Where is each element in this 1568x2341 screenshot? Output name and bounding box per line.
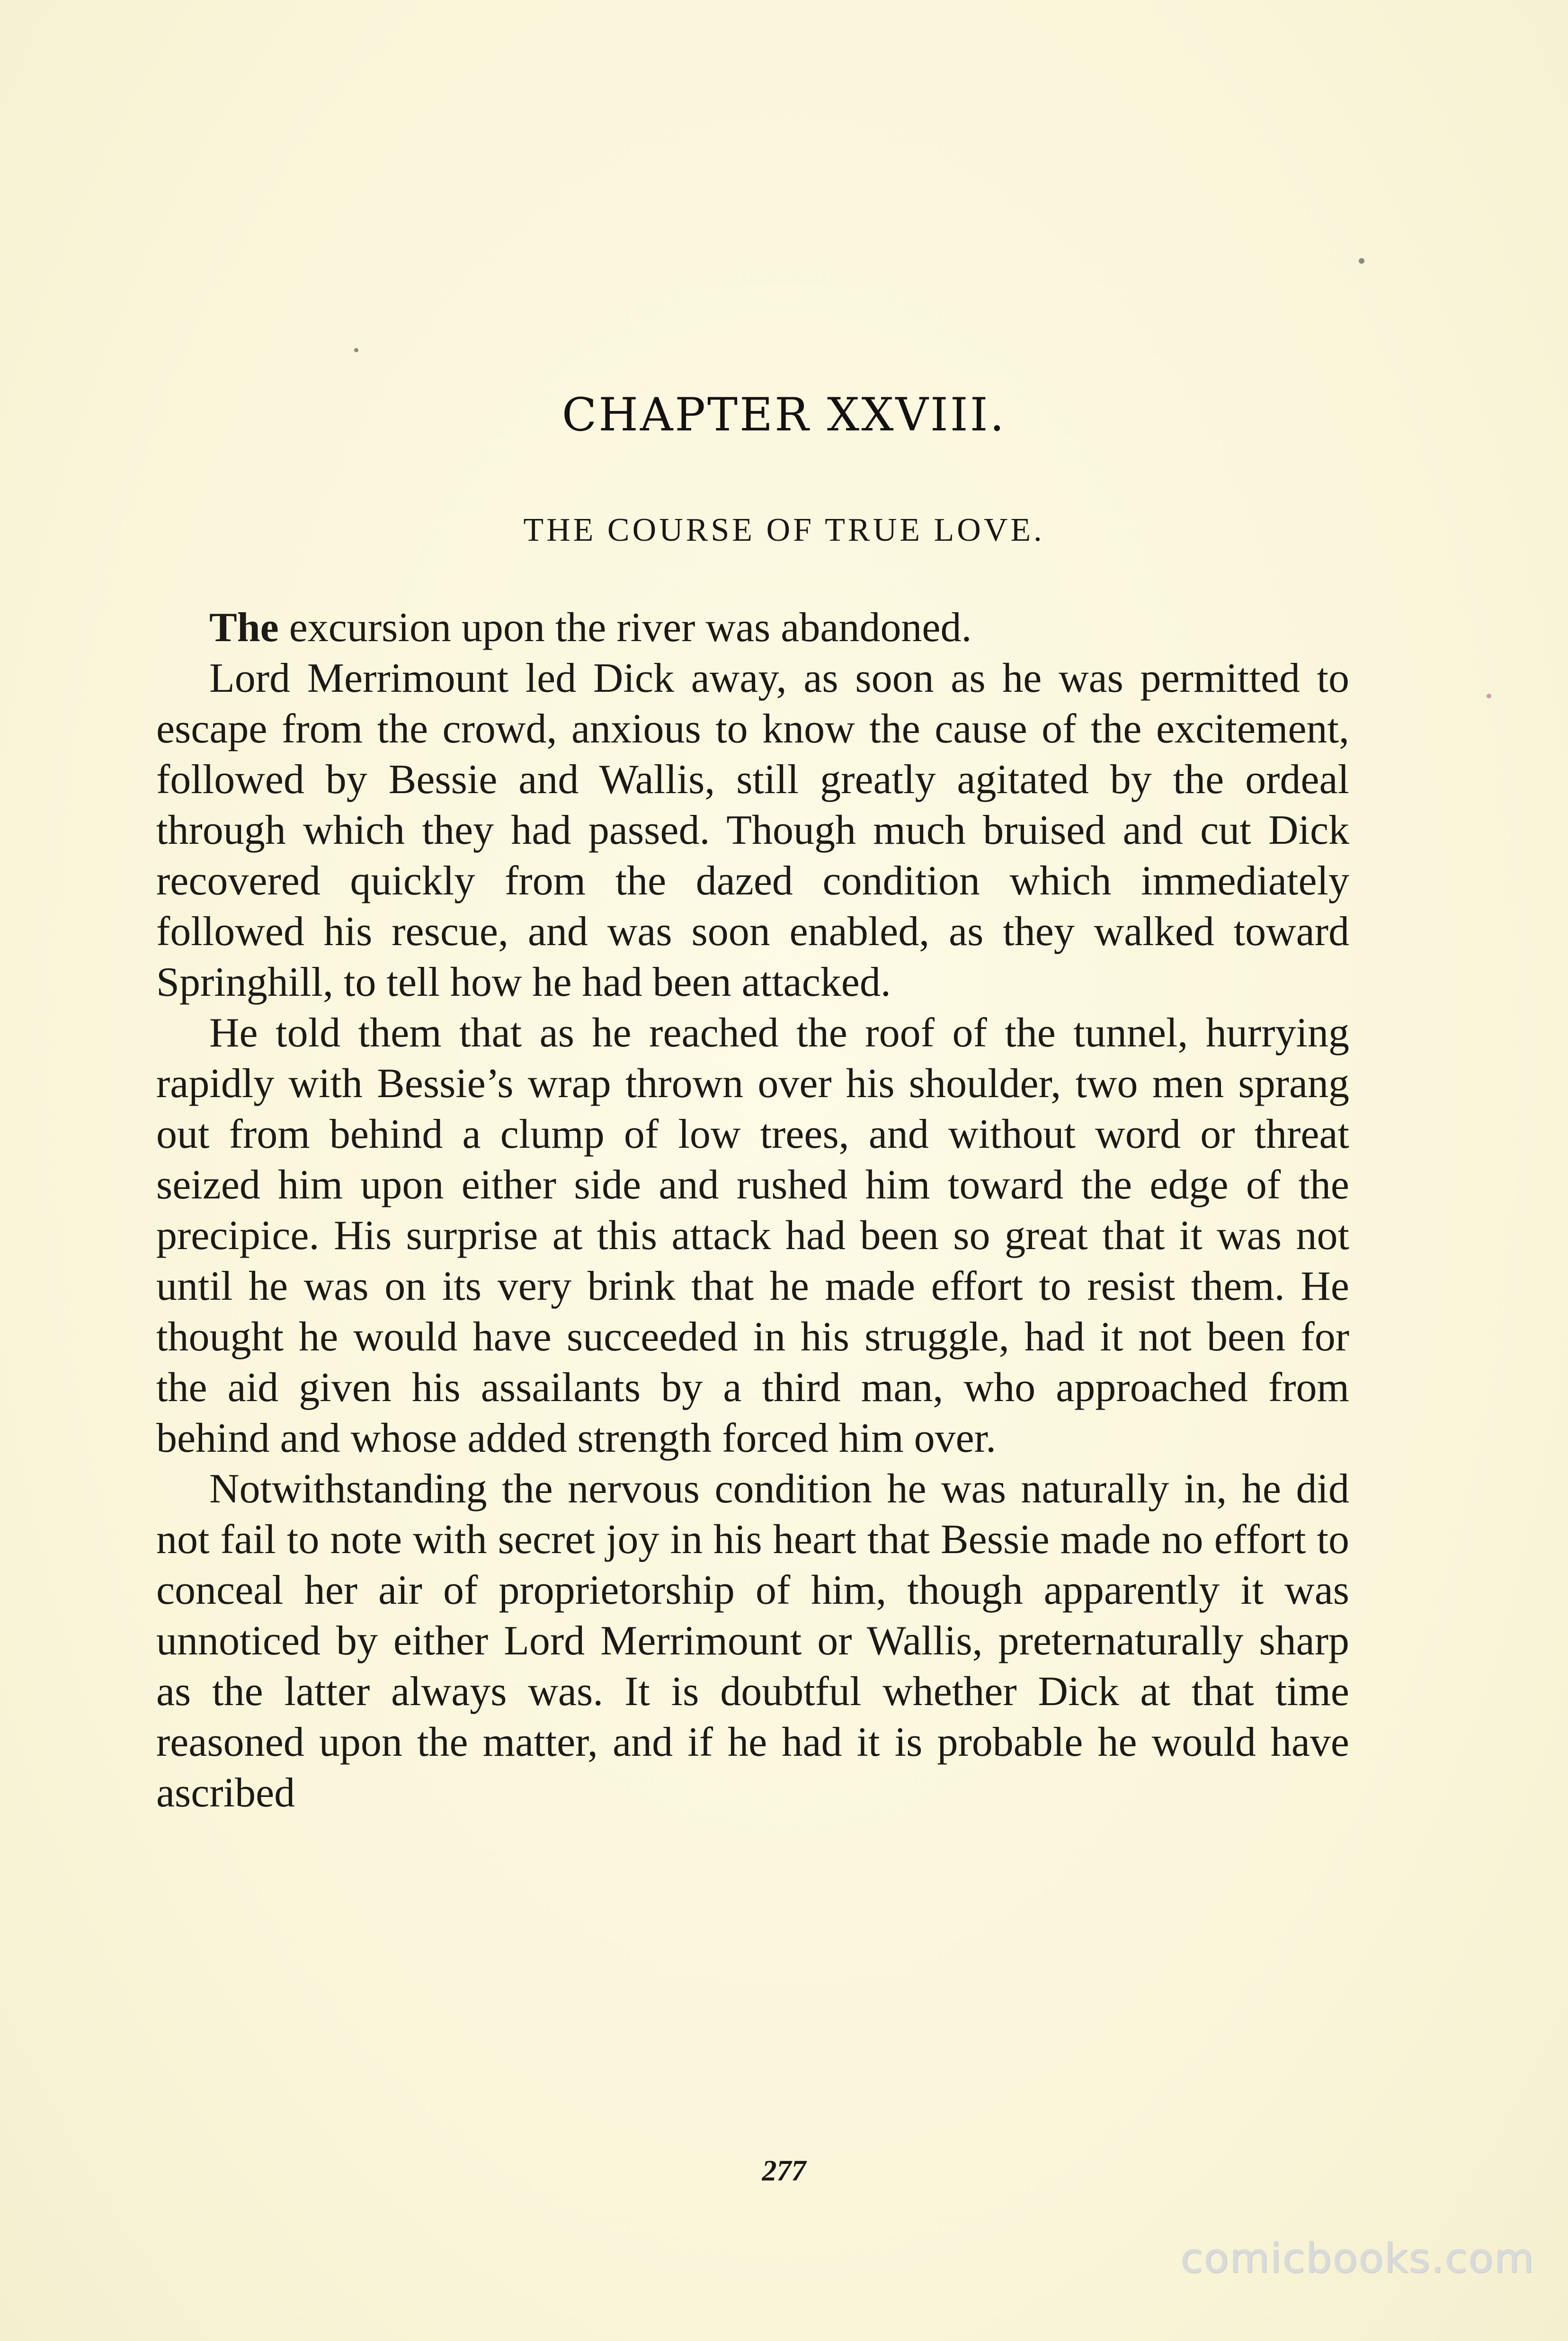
page-number: 277 [762,2155,806,2187]
paragraph-text: excursion upon the river was abandoned. [278,605,972,651]
ink-speck [1359,258,1364,264]
paragraph [156,653,1349,1008]
paragraph-text: He told them that as he reached the roof of the tunnel, hurrying rapidly with Bessie’s wrap thrown over his shoulder, two men sprang out from behind a clump of low trees, and without word or threat seized him upon either side and rushed him toward the edge of the precipice. His surprise at this attack had been so great that it was not until he was on its very brink that he made effort to resist them. He thought he would have succeeded in his struggle, had it not been for the aid given his assailants by a third man, who approached from behind and whose added strength forced him over. [156,1010,1349,1461]
site-watermark: comicbooks.com [1180,2235,1535,2282]
paragraph-text: Lord Merrimount led Dick away, as soon as he was permitted to escape from the crowd, anxious to know the cause of the excitement, followed by Bessie and Wallis, still greatly agitated by the ordeal through which they had passed. Though much bruised and cut Dick recovered quickly from the dazed condition which immediately followed his rescue, and was soon enabled, as they walked toward Springhill, to tell how he had been attacked. [156,655,1349,1005]
paragraph [156,602,1349,653]
paragraph [156,1464,1349,1818]
paragraph-text: Notwithstanding the nervous condition he was naturally in, he did not fail to note with secret joy in his heart that Bessie made no effort to conceal her air of proprietorship of him, though apparently it was unnoticed by either Lord Merrimount or Wallis, preternaturally sharp as the latter always was. It is doubtful whether Dick at that time reasoned upon the matter, and if he had it is probable he would have ascribed [156,1466,1349,1816]
ink-speck [354,348,358,352]
paragraph [156,1008,1349,1464]
paragraph-lead-word: The [209,605,279,651]
ink-speck [1487,694,1491,698]
chapter-body [156,602,1349,1818]
chapter-title: CHAPTER XXVIII. [561,388,1007,441]
chapter-subtitle: THE COURSE OF TRUE LOVE. [523,512,1045,548]
